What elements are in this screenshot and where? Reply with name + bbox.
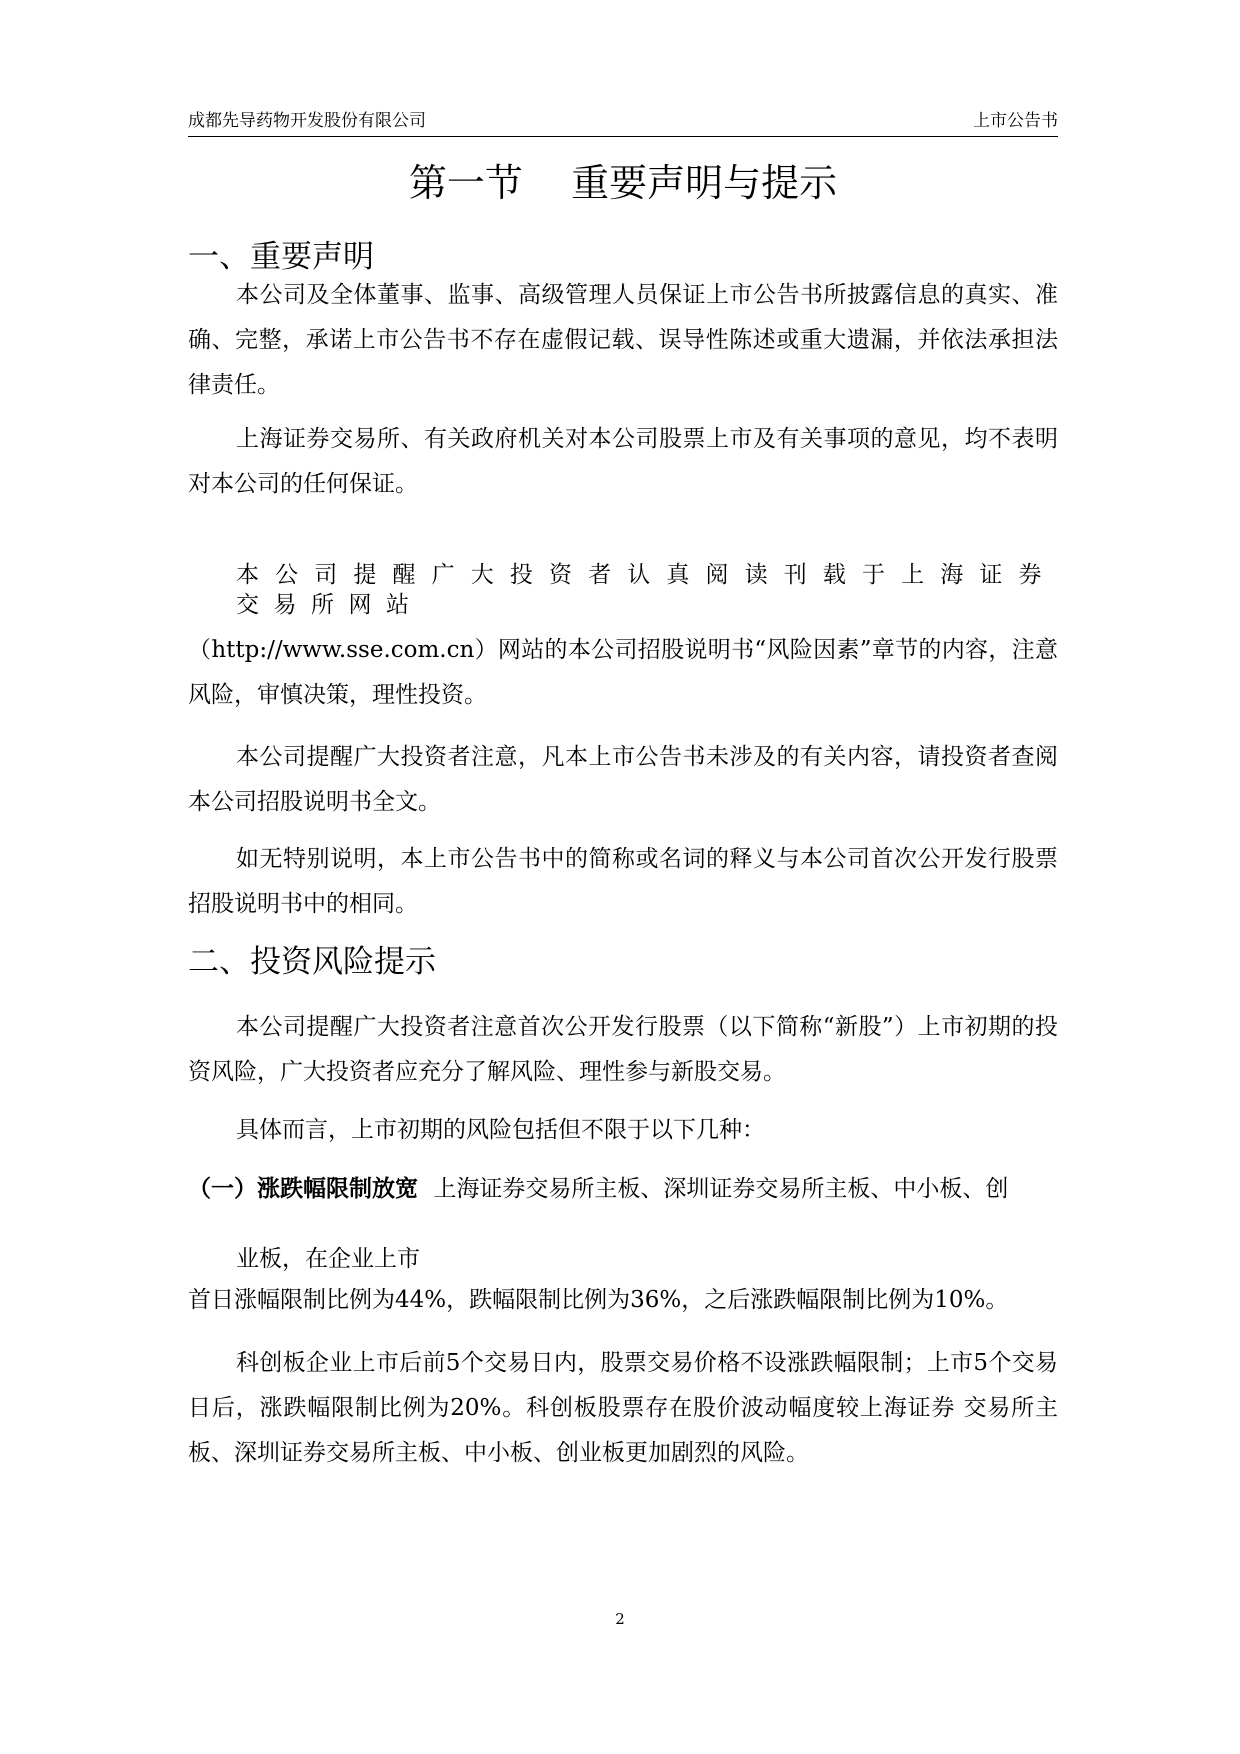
chapter-title: 第一节 重要声明与提示 — [408, 161, 838, 205]
statement-paragraph-4: 本公司提醒广大投资者注意，凡本上市公告书未涉及的有关内容，请投资者查阅本公司招股说明书全文。 — [188, 744, 1058, 815]
risk-paragraph-1: 本公司提醒广大投资者注意首次公开发行股票（以下简称“新股”）上市初期的投资风险，广大投资者应充分了解风险、理性参与新股交易。 — [188, 1014, 1058, 1085]
risk-paragraph-2: 具体而言，上市初期的风险包括但不限于以下几种： — [236, 1117, 765, 1143]
statement-paragraph-3-continued: （http://www.sse.com.cn）网站的本公司招股说明书“风险因素”章节的内容，注意风险，审慎决策，理性投资。 — [188, 637, 1058, 708]
statement-paragraph-5: 如无特别说明，本上市公告书中的简称或名词的释义与本公司首次公开发行股票招股说明书中的相同。 — [188, 846, 1058, 917]
header-company-name: 成都先导药物开发股份有限公司 — [188, 111, 426, 131]
page-header — [188, 108, 1058, 137]
section-title-important-statement: 一、重要声明 — [188, 239, 374, 275]
risk-item-1-text: 上海证券交易所主板、深圳证券交易所主板、中小板、创 — [433, 1176, 1009, 1202]
statement-paragraph-2: 上海证券交易所、有关政府机关对本公司股票上市及有关事项的意见，均不表明对本公司的任何保证。 — [188, 426, 1058, 497]
risk-item-1-line — [188, 1166, 1088, 1212]
header-document-type: 上市公告书 — [973, 111, 1058, 131]
statement-paragraph-3-spaced: 本公司提醒广大投资者认真阅读刊载于上海证券交易所网站 — [236, 562, 1056, 618]
risk-item-1-heading: （一）涨跌幅限制放宽 — [188, 1175, 418, 1202]
risk-item-1-continued: 业板，在企业上市 — [236, 1246, 420, 1272]
risk-item-1-limits: 首日涨幅限制比例为44%，跌幅限制比例为36%，之后涨跌幅限制比例为10%。 — [188, 1287, 1009, 1313]
risk-paragraph-3: 科创板企业上市后前5个交易日内，股票交易价格不设涨跌幅限制；上市5个交易日后，涨跌幅限制比例为20%。科创板股票存在股价波动幅度较上海证券 交易所主板、深圳证券交易所主板、中小板、创业板更加剧烈的风险。 — [188, 1350, 1058, 1466]
section-title-investment-risk: 二、投资风险提示 — [188, 944, 436, 980]
statement-paragraph-1: 本公司及全体董事、监事、高级管理人员保证上市公告书所披露信息的真实、准确、完整，承诺上市公告书不存在虚假记载、误导性陈述或重大遗漏，并依法承担法律责任。 — [188, 282, 1058, 398]
page-number: 2 — [615, 1610, 625, 1628]
